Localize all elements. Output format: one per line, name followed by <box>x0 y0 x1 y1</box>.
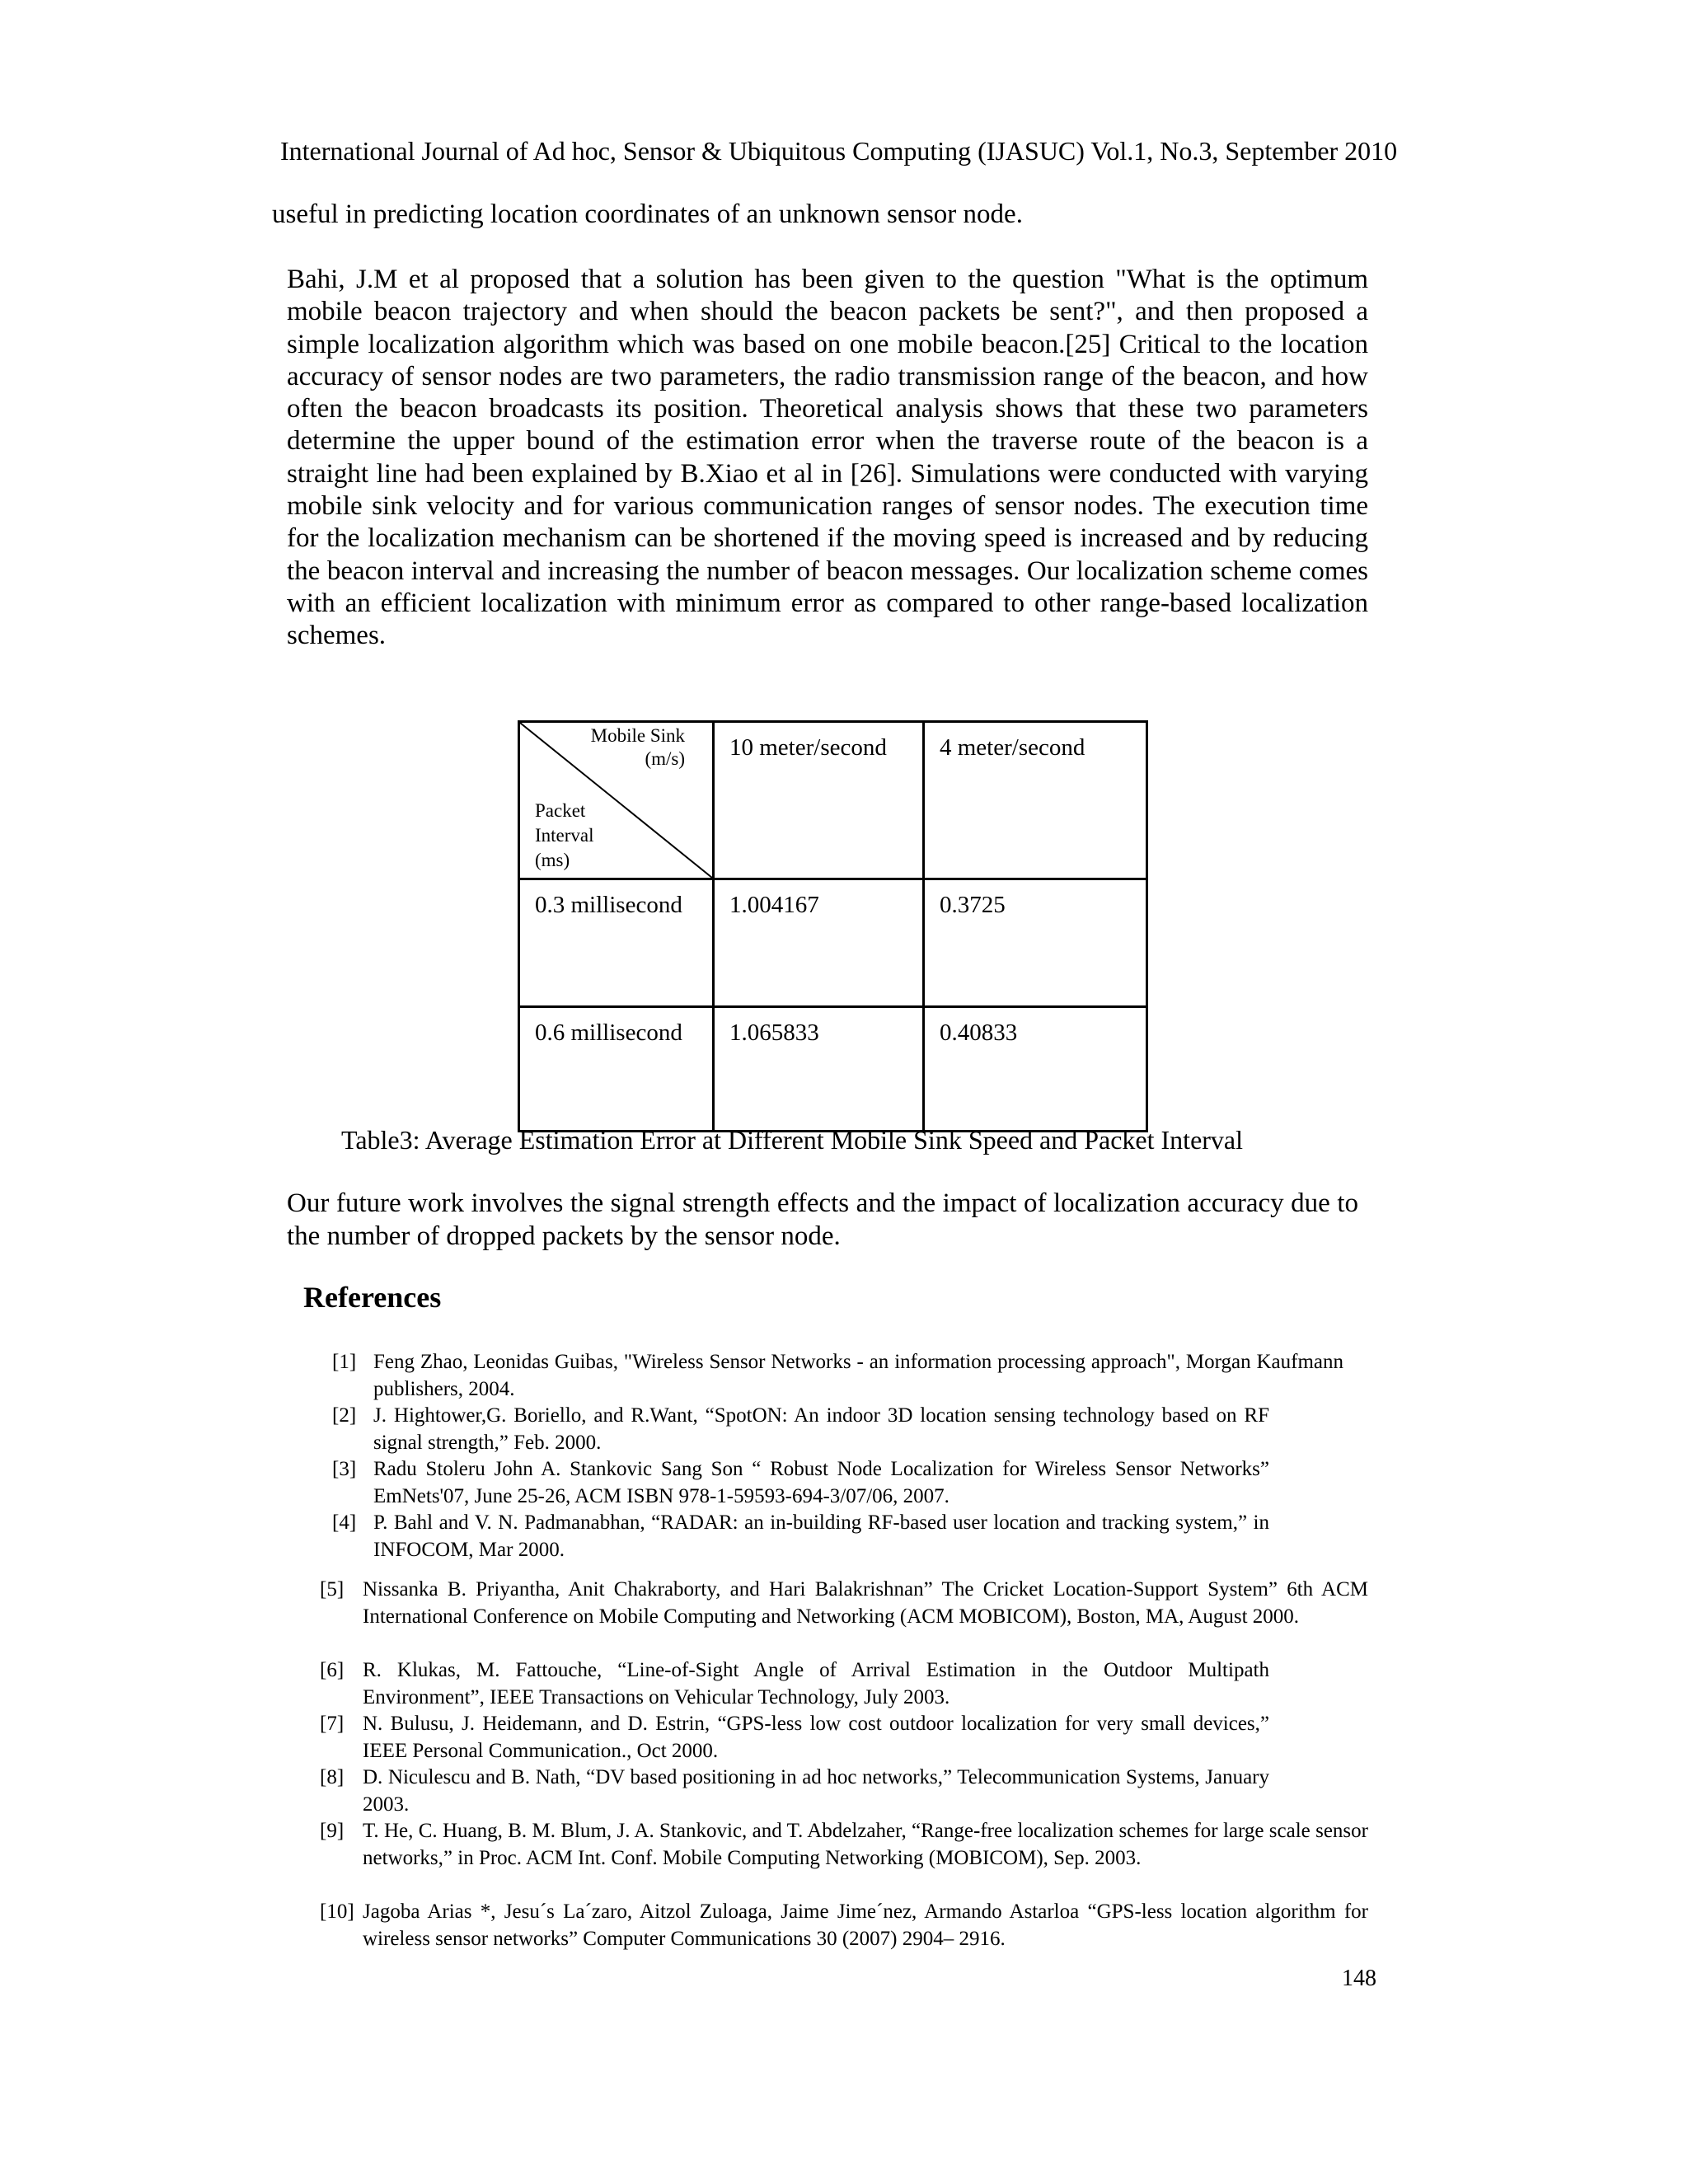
corner-bottom-line-1: Packet <box>535 800 586 821</box>
reference-number: [4] <box>332 1511 357 1534</box>
reference-text: R. Klukas, M. Fattouche, “Line-of-Sight Angle of Arrival Estimation in the Outdoor Multipath Environment”, IEEE Transactions on Vehicular Technology, July 2003. <box>363 1659 1269 1708</box>
reference-text: J. Hightower,G. Boriello, and R.Want, “SpotON: An indoor 3D location sensing technology based on RF signal strength,” Feb. 2000. <box>373 1404 1269 1454</box>
table-corner-cell <box>519 722 714 879</box>
reference-text: Nissanka B. Priyantha, Anit Chakraborty, and Hari Balakrishnan” The Cricket Location-Support System” 6th ACM International Conference on Mobile Computing and Networking (ACM MOBICOM), Boston, MA, August 2000. <box>363 1578 1368 1628</box>
table-row <box>519 1007 1147 1132</box>
reference-item <box>332 1349 1343 1403</box>
reference-item <box>320 1711 1269 1765</box>
reference-text: N. Bulusu, J. Heidemann, and D. Estrin, “GPS-less low cost outdoor localization for very small devices,” IEEE Personal Communication., Oct 2000. <box>363 1713 1269 1762</box>
reference-number: [7] <box>320 1713 345 1735</box>
reference-item <box>320 1899 1368 1952</box>
row-header: 0.6 millisecond <box>519 1007 714 1132</box>
table-row <box>519 879 1147 1007</box>
reference-text: T. He, C. Huang, B. M. Blum, J. A. Stankovic, and T. Abdelzaher, “Range-free localization schemes for large scale sensor networks,” in Proc. ACM Int. Conf. Mobile Computing Networking (MOBICOM), Sep. 2003. <box>363 1820 1368 1869</box>
future-work-paragraph: Our future work involves the signal strength effects and the impact of localization accuracy due to the number of dropped packets by the sensor node. <box>287 1188 1358 1251</box>
reference-item <box>332 1510 1269 1563</box>
table-cell: 0.3725 <box>924 879 1147 1007</box>
column-header: 4 meter/second <box>924 722 1147 879</box>
reference-text: Radu Stoleru John A. Stankovic Sang Son “ Robust Node Localization for Wireless Sensor Networks” EmNets'07, June 25-26, ACM ISBN 978-1-59593-694-3/07/06, 2007. <box>373 1458 1269 1507</box>
corner-bottom-line-3: (ms) <box>535 850 570 870</box>
reference-number: [2] <box>332 1404 357 1427</box>
reference-text: D. Niculescu and B. Nath, “DV based positioning in ad hoc networks,” Telecommunication Systems, January 2003. <box>363 1766 1269 1816</box>
row-label: 0.3 millisecond <box>535 892 682 918</box>
reference-item <box>320 1577 1368 1630</box>
table-cell: 1.004167 <box>714 879 924 1007</box>
reference-text: P. Bahl and V. N. Padmanabhan, “RADAR: an in-building RF-based user location and tracking system,” in INFOCOM, Mar 2000. <box>373 1511 1269 1561</box>
continued-text: useful in predicting location coordinates of an unknown sensor node. <box>272 199 1023 229</box>
references-heading: References <box>303 1281 442 1314</box>
corner-column-heading <box>570 724 685 771</box>
corner-bottom-line-2: Interval <box>535 825 594 846</box>
corner-top-line-2: (m/s) <box>645 748 685 769</box>
row-header <box>519 879 714 1007</box>
column-header: 10 meter/second <box>714 722 924 879</box>
reference-number: [3] <box>332 1458 357 1480</box>
reference-item <box>332 1456 1269 1510</box>
page-number: 148 <box>1342 1966 1376 1991</box>
reference-number: [9] <box>320 1820 345 1842</box>
reference-item <box>332 1403 1269 1456</box>
reference-number: [6] <box>320 1659 345 1681</box>
reference-text: Feng Zhao, Leonidas Guibas, "Wireless Sensor Networks - an information processing approach", Morgan Kaufmann publishers, 2004. <box>373 1351 1343 1400</box>
table-cell: 1.065833 <box>714 1007 924 1132</box>
results-table <box>518 720 1148 1132</box>
corner-top-line-1: Mobile Sink <box>590 725 685 746</box>
table-cell: 0.40833 <box>924 1007 1147 1132</box>
table-header-row <box>519 722 1147 879</box>
reference-item <box>320 1657 1269 1711</box>
table-caption: Table3: Average Estimation Error at Different Mobile Sink Speed and Packet Interval <box>341 1125 1244 1155</box>
running-header: International Journal of Ad hoc, Sensor & Ubiquitous Computing (IJASUC) Vol.1, No.3, September 2010 <box>280 136 1398 166</box>
reference-number: [10] <box>320 1900 354 1923</box>
reference-item <box>320 1765 1269 1818</box>
reference-number: [1] <box>332 1351 357 1373</box>
reference-number: [5] <box>320 1578 345 1601</box>
reference-number: [8] <box>320 1766 345 1788</box>
reference-text: Jagoba Arias *, Jesu´s La´zaro, Aitzol Zuloaga, Jaime Jime´nez, Armando Astarloa “GPS-less location algorithm for wireless sensor networks” Computer Communications 30 (2007) 2904– 2916. <box>363 1900 1368 1950</box>
corner-row-heading <box>535 799 594 873</box>
body-paragraph: Bahi, J.M et al proposed that a solution has been given to the question "What is the optimum mobile beacon trajectory and when should the beacon packets be sent?", and then proposed a simple localization algorithm which was based on one mobile beacon.[25] Critical to the location accuracy of sensor nodes are two parameters, the radio transmission range of the beacon, and how often the beacon broadcasts its position. Theoretical analysis shows that these two parameters determine the upper bound of the estimation error when the traverse route of the beacon is a straight line had been explained by B.Xiao et al in [26]. Simulations were conducted with varying mobile sink velocity and for various communication ranges of sensor nodes. The execution time for the localization mechanism can be shortened if the moving speed is increased and by reducing the beacon interval and increasing the number of beacon messages. Our localization scheme comes with an efficient localization with minimum error as compared to other range-based localization schemes. <box>287 265 1368 651</box>
reference-item <box>320 1818 1368 1872</box>
